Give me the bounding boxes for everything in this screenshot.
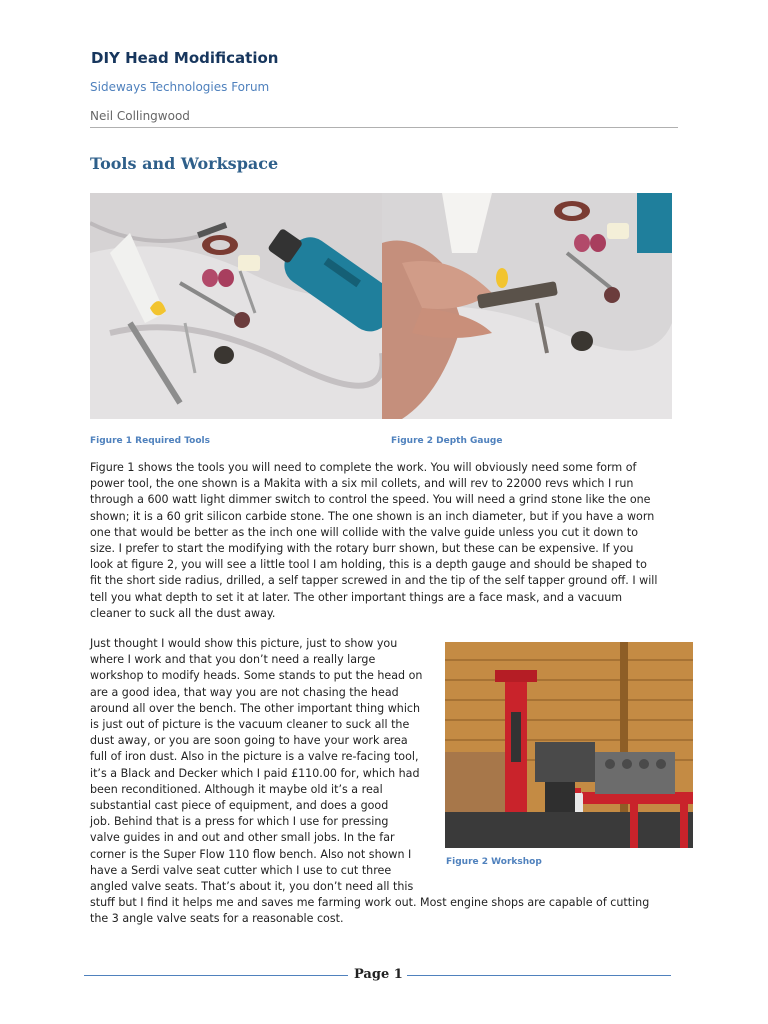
paragraph-line: workshop to modify heads. Some stands to put the head on bbox=[90, 669, 423, 683]
paragraph-line: Just thought I would show this picture, just to show you bbox=[90, 637, 398, 650]
paragraph-line: are a good idea, that way you are not chasing the head bbox=[90, 685, 399, 699]
footer-rule-right bbox=[407, 975, 671, 976]
paragraph-line: substantial cast piece of equipment, and does a good bbox=[90, 799, 389, 813]
workshop-paragraph bbox=[90, 636, 435, 895]
required-tools-photo bbox=[90, 193, 382, 419]
paragraph-line: full of iron dust. Also in the picture is a valve re-facing tool, bbox=[90, 750, 419, 764]
paragraph-line: around all over the bench. The other important thing which bbox=[90, 701, 421, 715]
paragraph-line: shown; it is a 60 grit silicon carbide stone. The one shown is an inch diameter, but if you have a worn bbox=[90, 509, 655, 523]
workshop-figure-caption: Figure 2 Workshop bbox=[446, 857, 542, 867]
paragraph-line: it’s a Black and Decker which I paid £110.00 for, which had bbox=[90, 766, 420, 780]
document-author: Neil Collingwood bbox=[90, 109, 190, 123]
figure-2-caption: Figure 2 Depth Gauge bbox=[391, 436, 503, 446]
paragraph-line: corner is the Super Flow 110 flow bench. Also not shown I bbox=[90, 847, 412, 861]
paragraph-line: look at figure 2, you will see a little tool I am holding, this is a depth gauge and should be shaped to bbox=[90, 558, 647, 572]
workshop-photo bbox=[445, 642, 693, 848]
depth-gauge-photo bbox=[382, 193, 672, 419]
document-subtitle: Sideways Technologies Forum bbox=[90, 80, 270, 94]
paragraph-line: angled valve seats. That’s about it, you don’t need all this bbox=[90, 880, 414, 894]
paragraph-line: power tool, the one shown is a Makita with a six mil collets, and will rev to 22000 revs which I run bbox=[90, 477, 634, 491]
paragraph-line: Figure 1 shows the tools you will need to complete the work. You will obviously need some form of bbox=[90, 461, 637, 474]
header-divider bbox=[90, 127, 678, 128]
paragraph-line: size. I prefer to start the modifying with the rotary burr shown, but these can be expensive. If you bbox=[90, 542, 634, 556]
paragraph-line: is just out of picture is the vacuum cleaner to suck all the bbox=[90, 718, 410, 732]
figure-1-caption: Figure 1 Required Tools bbox=[90, 436, 210, 446]
footer-rule-left bbox=[84, 975, 348, 976]
paragraph-line: fit the short side radius, drilled, a self tapper screwed in and the tip of the self tapper ground off. I will bbox=[90, 574, 658, 588]
page-number: Page 1 bbox=[354, 967, 403, 982]
tools-paragraph bbox=[90, 460, 680, 622]
section-heading: Tools and Workspace bbox=[90, 154, 279, 173]
paragraph-line: the 3 angle valve seats for a reasonable cost. bbox=[90, 912, 344, 926]
paragraph-line: dust away, or you are soon going to have your work area bbox=[90, 734, 408, 748]
paragraph-line: been reconditioned. Although it maybe old it’s a real bbox=[90, 782, 383, 796]
paragraph-line: one that would be better as the inch one will collide with the valve guide unless you cut it down to bbox=[90, 525, 639, 539]
paragraph-line: have a Serdi valve seat cutter which I use to cut three bbox=[90, 863, 392, 877]
workshop-paragraph-tail bbox=[90, 895, 690, 927]
paragraph-line: stuff but I find it helps me and saves me farming work out. Most engine shops are capable of cutting bbox=[90, 896, 650, 909]
paragraph-line: where I work and that you don’t need a really large bbox=[90, 653, 376, 667]
paragraph-line: through a 600 watt light dimmer switch to control the speed. You will need a grind stone like the one bbox=[90, 493, 651, 507]
paragraph-line: job. Behind that is a press for which I use for pressing bbox=[90, 815, 389, 829]
paragraph-line: tell you what depth to set it at later. The other important things are a face mask, and a vacuum bbox=[90, 590, 623, 604]
document-title: DIY Head Modification bbox=[91, 49, 279, 67]
paragraph-line: cleaner to suck all the dust away. bbox=[90, 606, 276, 620]
paragraph-line: valve guides in and out and other small jobs. In the far bbox=[90, 831, 395, 845]
